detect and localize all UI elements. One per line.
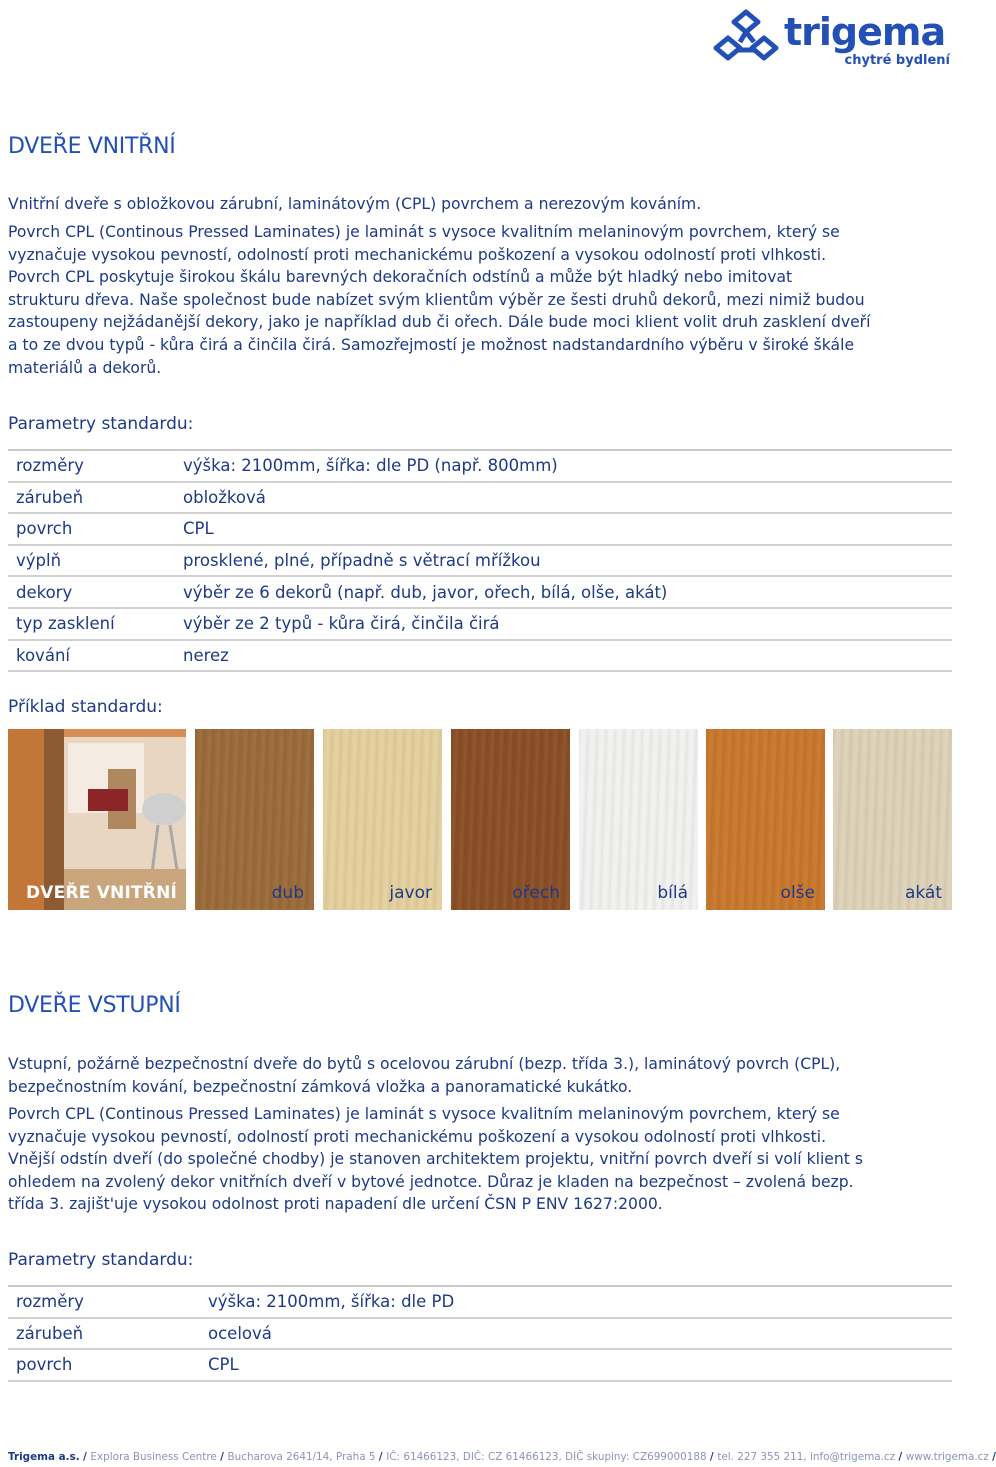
- swatch-bila: [579, 729, 698, 910]
- param-value: výběr ze 2 typů - kůra čirá, činčila čirá: [183, 614, 500, 634]
- interior-line: strukturu dřeva. Naše společnost bude nabízet svým klientům výběr ze šesti druhů dekorů, mezi nimiž budou: [8, 290, 865, 309]
- footer-company: Trigema a.s.: [8, 1451, 80, 1463]
- param-value: nerez: [183, 645, 229, 665]
- param-value: prosklené, plné, případně s větrací mřížkou: [183, 551, 541, 571]
- company-logo: [712, 6, 956, 70]
- param-key: povrch: [16, 519, 73, 539]
- param-row: [8, 577, 952, 609]
- param-row: [8, 1350, 952, 1382]
- param-row: [8, 641, 952, 673]
- swatch-label: dub: [271, 883, 304, 903]
- entrance-line: Povrch CPL (Continous Pressed Laminates) je laminát s vysoce kvalitním melaninovým povrchem, který se: [8, 1105, 840, 1123]
- param-value: CPL: [183, 519, 214, 539]
- swatch-dub: [195, 729, 314, 910]
- door-photo: [8, 729, 186, 910]
- interior-description: [8, 221, 952, 379]
- entrance-intro-line: bezpečnostním kování, bezpečnostní zámková vložka a panoramatické kukátko.: [8, 1077, 633, 1096]
- swatch-label: javor: [389, 883, 432, 903]
- footer: Trigema a.s. / Explora Business Centre / Bucharova 2641/14, Praha 5 / IČ: 61466123, DIČ: CZ 61466123, DIČ skupiny: CZ699000188 / tel. 227 355 211, info@trigema.cz / www.trigema.cz /: [8, 1451, 996, 1463]
- footer-item: IČ: 61466123, DIČ: CZ 61466123, DIČ skupiny: CZ699000188: [386, 1451, 707, 1463]
- entrance-description: [8, 1103, 952, 1216]
- entrance-intro: [8, 1053, 952, 1098]
- footer-contact-link[interactable]: tel. 227 355 211, info@trigema.cz: [717, 1451, 896, 1463]
- swatch-main-label: DVEŘE VNITŘNÍ: [26, 883, 178, 903]
- param-key: kování: [16, 645, 70, 665]
- entrance-line: vyznačuje vysokou pevností, odolností proti mechanickému poškození a vysokou odolností proti vlhkosti.: [8, 1127, 827, 1146]
- param-value: výška: 2100mm, šířka: dle PD: [208, 1292, 455, 1312]
- swatch-label: akát: [904, 883, 942, 903]
- swatch-orech: [451, 729, 570, 910]
- swatch-akat: [833, 729, 952, 910]
- footer-item: Bucharova 2641/14, Praha 5: [227, 1451, 376, 1463]
- entrance-line: Vnější odstín dveří (do společné chodby) je stanoven architektem projektu, vnitřní povrch dveří si volí klient s: [8, 1150, 863, 1169]
- decor-swatches: [8, 729, 952, 910]
- interior-line: materiálů a dekorů.: [8, 358, 162, 377]
- interior-doors-title: DVEŘE VNITŘNÍ: [8, 134, 176, 159]
- param-key: typ zasklení: [16, 614, 115, 634]
- interior-line: vyznačuje vysokou pevností, odolností proti mechanickému poškození a vysokou odolností proti vlhkosti.: [8, 245, 827, 264]
- entrance-line: ohledem na zvolený dekor vnitřních dveří v bytové jednotce. Důraz je kladen na bezpečnost – zvolená bezp.: [8, 1172, 854, 1191]
- param-value: výška: 2100mm, šířka: dle PD (např. 800mm): [183, 456, 558, 476]
- param-value: ocelová: [208, 1323, 272, 1343]
- param-row: [8, 451, 952, 483]
- entrance-params-table: [8, 1285, 952, 1382]
- logo-wordmark: trigema: [784, 10, 946, 54]
- param-key: rozměry: [16, 456, 84, 476]
- example-heading: Příklad standardu:: [8, 697, 163, 717]
- swatch-olse: [706, 729, 825, 910]
- param-key: výplň: [16, 551, 62, 571]
- entrance-params-heading: Parametry standardu:: [8, 1250, 194, 1270]
- param-row: [8, 1287, 952, 1319]
- interior-params-heading: Parametry standardu:: [8, 414, 194, 434]
- param-value: obložková: [183, 487, 266, 507]
- interior-intro: Vnitřní dveře s obložkovou zárubní, laminátovým (CPL) povrchem a nerezovým kováním.: [8, 195, 702, 213]
- param-key: rozměry: [16, 1292, 84, 1312]
- param-value: CPL: [208, 1355, 239, 1375]
- trigema-logo-icon: [714, 8, 778, 66]
- param-row: [8, 546, 952, 578]
- param-row: [8, 1319, 952, 1351]
- swatch-label: olše: [780, 883, 815, 903]
- entrance-doors-title: DVEŘE VSTUPNÍ: [8, 993, 181, 1018]
- interior-line: Povrch CPL (Continous Pressed Laminates) je laminát s vysoce kvalitním melaninovým povrchem, který se: [8, 223, 840, 241]
- param-row: [8, 609, 952, 641]
- param-key: zárubeň: [16, 487, 84, 507]
- swatch-label: bílá: [657, 883, 688, 903]
- param-key: dekory: [16, 582, 73, 602]
- interior-line: a to ze dvou typů - kůra čirá a činčila čirá. Samozřejmostí je možnost nadstandardního výběru v široké škále: [8, 335, 855, 354]
- entrance-intro-line: Vstupní, požárně bezpečnostní dveře do bytů s ocelovou zárubní (bezp. třída 3.), laminátový povrch (CPL),: [8, 1055, 841, 1073]
- logo-tagline: chytré bydlení: [844, 53, 950, 68]
- footer-item: Explora Business Centre: [90, 1451, 217, 1463]
- swatch-javor: [323, 729, 442, 910]
- entrance-line: třída 3. zajišt'uje vysokou odolnost proti napadení dle určení ČSN P ENV 1627:2000.: [8, 1195, 663, 1214]
- param-row: [8, 514, 952, 546]
- param-value: výběr ze 6 dekorů (např. dub, javor, ořech, bílá, olše, akát): [183, 582, 668, 602]
- param-row: [8, 483, 952, 515]
- param-key: zárubeň: [16, 1323, 84, 1343]
- interior-line: Povrch CPL poskytuje širokou škálu barevných dekoračních odstínů a může být hladký nebo imitovat: [8, 268, 793, 287]
- interior-line: zastoupeny nejžádanější dekory, jako je například dub či ořech. Dále bude moci klient volit druh zasklení dveří: [8, 313, 871, 332]
- interior-params-table: [8, 449, 952, 672]
- param-key: povrch: [16, 1355, 73, 1375]
- swatch-label: ořech: [512, 883, 560, 903]
- footer-website-link[interactable]: www.trigema.cz: [905, 1451, 989, 1463]
